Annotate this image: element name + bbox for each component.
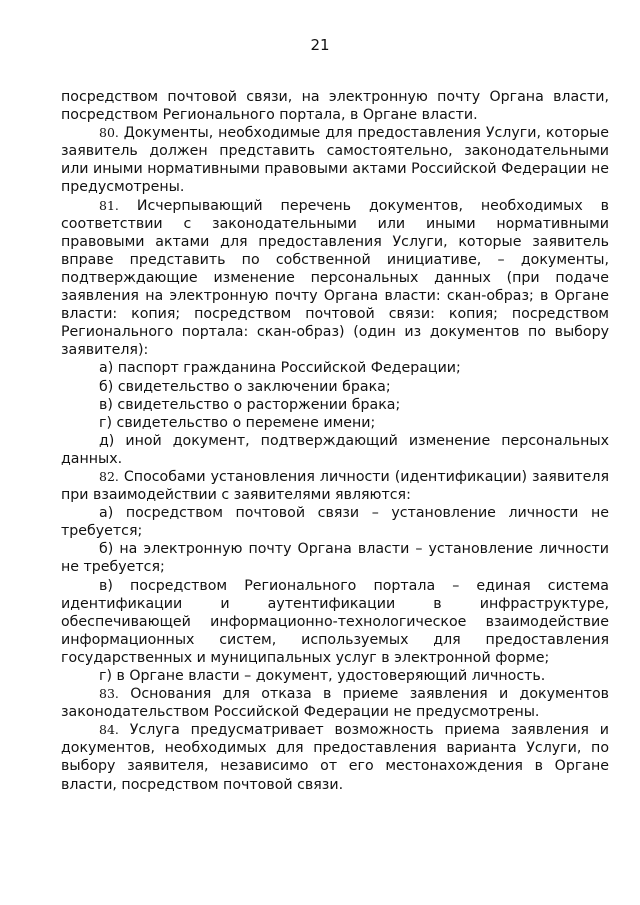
list-mark: г) [99,668,112,684]
list-text: свидетельство о перемене имени; [116,414,376,431]
paragraph-text: Исчерпывающий перечень документов, необходимых в соответствии с законодательными или иными нормативными правовыми актами для предоставления Услуги, которые заявитель вправе представить по собственной инициативе, – документы, подтверждающие изменение персональных данных (при подаче заявления на электронную почту Органа власти: скан-образ; в Органе власти: копия; посредством почтовой связи: копия; посредством Регионального портала: скан-образ) (один из документов по выбору заявителя): [61,197,609,359]
list-mark: д) [99,432,115,449]
list-item-82c [61,577,609,667]
list-item-81a [61,359,609,377]
list-item-82d [61,667,609,685]
list-text: посредством Регионального портала – единая система идентификации и аутентификации в инфраструктуре, обеспечивающей информационно-технологическое взаимодействие информационных систем, используемых для предоставления государственных и муниципальных услуг в электронной форме; [61,577,609,666]
paragraph-number: 81. [99,197,119,213]
document-body [61,88,609,794]
list-item-82b [61,540,609,576]
list-mark: в) [99,577,113,594]
paragraph-text: Услуга предусматривает возможность приема заявления и документов, необходимых для предоставления варианта Услуги, по выбору заявителя, независимо от его местонахождения в Органе власти, посредством почтовой связи. [61,722,609,793]
paragraph-82 [61,468,609,504]
intro-paragraph: посредством почтовой связи, на электронную почту Органа власти, посредством Регионального портала, в Органе власти. [61,89,609,124]
list-mark: г) [99,414,112,431]
list-text: паспорт гражданина Российской Федерации; [117,360,461,377]
list-item-81e [61,432,609,468]
list-text: посредством почтовой связи – установление личности не требуется; [61,505,609,540]
list-mark: б) [99,378,114,395]
page-number: 21 [310,36,330,54]
paragraph-84 [61,721,609,793]
paragraph-81 [61,197,609,360]
list-text: иной документ, подтверждающий изменение персональных данных. [61,432,609,467]
list-item-81c [61,396,609,414]
paragraph-83 [61,685,609,721]
list-text: на электронную почту Органа власти – установление личности не требуется; [61,541,610,576]
paragraph-number: 80. [99,125,119,141]
list-text: свидетельство о расторжении брака; [117,396,401,413]
list-item-81d [61,414,609,432]
list-mark: а) [99,360,114,377]
list-mark: а) [99,505,114,522]
paragraph-text: Основания для отказа в приеме заявления и документов законодательством Российской Федерации не предусмотрены. [61,686,609,721]
paragraph-80 [61,124,609,196]
list-text: в Органе власти – документ, удостоверяющий личность. [116,668,546,684]
list-mark: в) [99,396,113,413]
paragraph-number: 84. [99,722,119,738]
paragraph-number: 82. [99,468,119,484]
list-text: свидетельство о заключении брака; [117,378,391,395]
paragraph-text: Способами установления личности (идентификации) заявителя при взаимодействии с заявителями являются: [61,468,610,504]
list-item-82a [61,504,609,540]
list-mark: б) [99,541,114,558]
paragraph-text: Документы, необходимые для предоставления Услуги, которые заявитель должен представить самостоятельно, законодательными или иными нормативными правовыми актами Российской Федерации не предусмотрены. [61,125,609,196]
paragraph-number: 83. [99,686,119,702]
list-item-81b [61,378,609,396]
